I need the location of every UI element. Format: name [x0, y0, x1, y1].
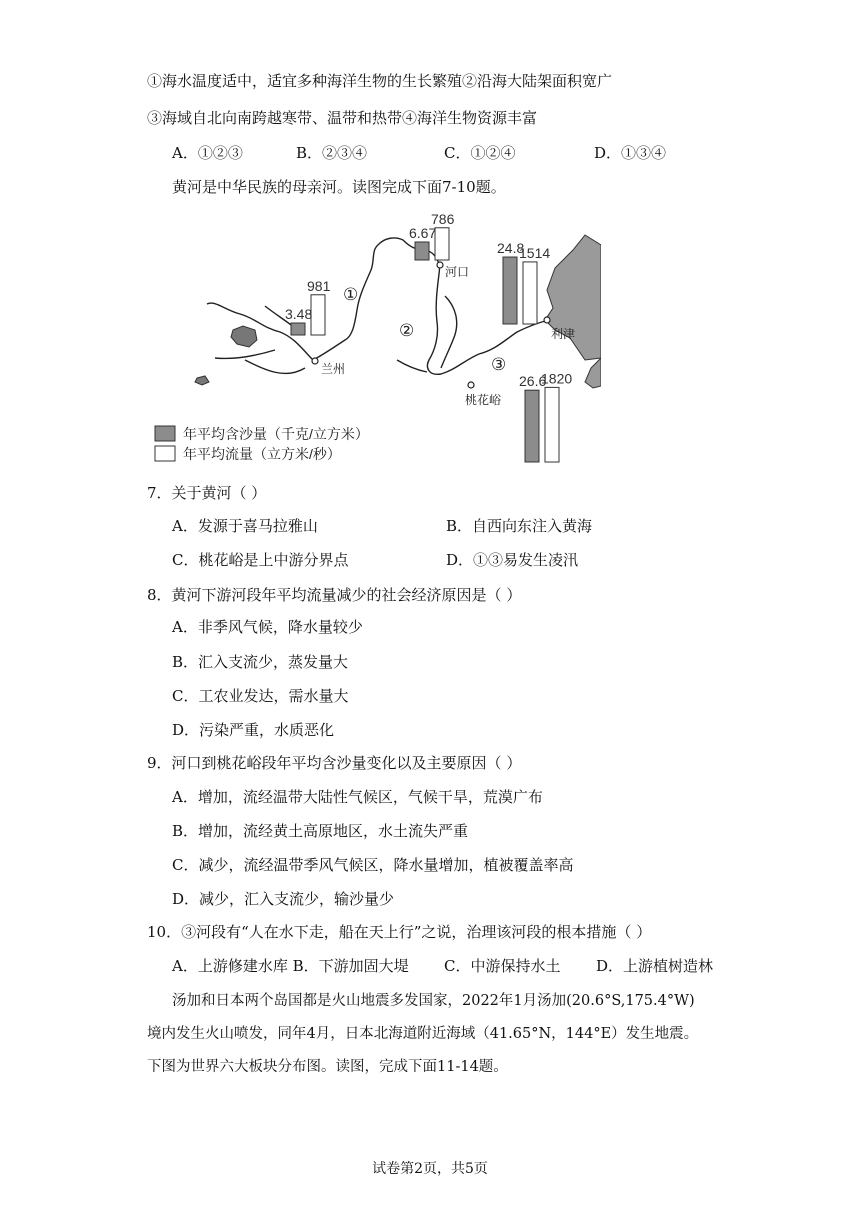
q8-option-a[interactable]: A．非季风气候，降水量较少: [172, 618, 363, 636]
q8-option-c[interactable]: C．工农业发达，需水量大: [172, 687, 349, 705]
sand-value-label-0: 3.48: [285, 306, 313, 322]
sand-bar-3: [503, 257, 517, 324]
site-label-lanzhou: 兰州: [321, 362, 346, 376]
qinghai-lake: [231, 326, 257, 347]
q7-option-c[interactable]: C．桃花峪是上中游分界点: [172, 551, 349, 569]
q8-option-d[interactable]: D．污染严重，水质恶化: [172, 721, 335, 739]
q7-option-a[interactable]: A．发源于喜马拉雅山: [172, 517, 318, 535]
flow-value-label-0: 981: [307, 277, 331, 294]
page-footer: 试卷第2页，共5页: [372, 1161, 488, 1177]
bohai-sea-shape: [545, 235, 601, 360]
yellow-river-map: [145, 210, 601, 468]
hekou-dot: [437, 262, 443, 268]
q8-stem: 8．黄河下游河段年平均流量减少的社会经济原因是（ ）: [147, 586, 522, 604]
legend-swatch-flow: [155, 446, 175, 461]
segment-label-2: ②: [399, 321, 415, 341]
flow-value-label-2: 1820: [541, 370, 573, 387]
q10-option-a[interactable]: A．上游修建水库 B．下游加固大堤: [172, 957, 409, 975]
q7-stem: 7．关于黄河（ ）: [147, 484, 267, 502]
lijin-dot: [544, 317, 550, 323]
q9-option-b[interactable]: B．增加，流经黄土高原地区，水土流失严重: [172, 822, 469, 840]
sand-bar-1: [415, 242, 429, 260]
q9-option-a[interactable]: A．增加，流经温带大陆性气候区，气候干旱，荒漠广布: [172, 788, 543, 806]
small-lake: [195, 376, 209, 385]
q9-option-d[interactable]: D．减少，汇入支流少，输沙量少: [172, 890, 395, 908]
statement-line-2: ③海域自北向南跨越寒带、温带和热带④海洋生物资源丰富: [147, 109, 538, 127]
q9-option-c[interactable]: C．减少，流经温带季风气候区，降水量增加，植被覆盖率高: [172, 856, 574, 874]
site-label-hekou: 河口: [445, 265, 470, 279]
tributary-3: [441, 296, 457, 368]
tributary-2: [245, 360, 305, 373]
intro-7-10: 黄河是中华民族的母亲河。读图完成下面7-10题。: [172, 178, 506, 196]
legend-swatch-sand: [155, 426, 175, 441]
flow-bar-1: [435, 228, 449, 260]
flow-bar-0: [311, 295, 325, 335]
sand-value-label-2: 26.6: [519, 373, 547, 390]
taohuayu-dot: [468, 382, 474, 388]
sand-value-label-3: 24.8: [497, 240, 525, 257]
q10-stem: 10．③河段有“人在水下走，船在天上行”之说，治理该河段的根本措施（ ）: [147, 923, 652, 941]
q10-option-d[interactable]: D．上游植树造林: [596, 957, 714, 975]
statement-line-1: ①海水温度适中，适宜多种海洋生物的生长繁殖②沿海大陆架面积宽广: [147, 72, 613, 90]
flow-value-label-1: 786: [431, 210, 455, 227]
lanzhou-dot: [312, 358, 318, 364]
q6-option-c[interactable]: C．①②④: [444, 144, 516, 162]
flow-bar-2: [545, 387, 559, 462]
legend-label-flow: 年平均流量（立方米/秒）: [183, 446, 341, 462]
flow-value-label-3: 1514: [519, 244, 551, 261]
site-label-taohuayu: 桃花峪: [465, 393, 502, 407]
q9-stem: 9．河口到桃花峪段年平均含沙量变化以及主要原因（ ）: [147, 754, 522, 772]
legend-label-sand: 年平均含沙量（千克/立方米）: [183, 426, 369, 442]
q8-option-b[interactable]: B．汇入支流少，蒸发量大: [172, 653, 349, 671]
intro-11-14-line-1: 汤加和日本两个岛国都是火山地震多发国家，2022年1月汤加(20.6°S,175.4°W): [172, 993, 695, 1009]
intro-11-14-line-3: 下图为世界六大板块分布图。读图，完成下面11-14题。: [147, 1059, 508, 1075]
sea-shape-lower: [585, 358, 601, 388]
sand-value-label-1: 6.67: [409, 224, 437, 241]
tributary-4: [397, 360, 427, 372]
sand-bar-0: [291, 323, 305, 335]
intro-11-14-line-2: 境内发生火山喷发，同年4月，日本北海道附近海域（41.65°N，144°E）发生地震。: [147, 1026, 699, 1042]
flow-bar-3: [523, 262, 537, 324]
tributary-5: [215, 350, 275, 359]
q6-option-b[interactable]: B．②③④: [296, 144, 368, 162]
q7-option-b[interactable]: B．自西向东注入黄海: [446, 517, 593, 535]
q6-option-d[interactable]: D．①③④: [594, 144, 667, 162]
site-label-lijin: 利津: [551, 327, 576, 341]
segment-label-1: ①: [343, 285, 359, 305]
segment-label-3: ③: [491, 355, 507, 375]
q7-option-d[interactable]: D．①③易发生凌汛: [446, 551, 579, 569]
q10-option-c[interactable]: C．中游保持水土: [444, 957, 561, 975]
bars-group: [285, 211, 572, 462]
sand-bar-2: [525, 390, 539, 462]
q6-option-a[interactable]: A．①②③: [172, 144, 243, 162]
